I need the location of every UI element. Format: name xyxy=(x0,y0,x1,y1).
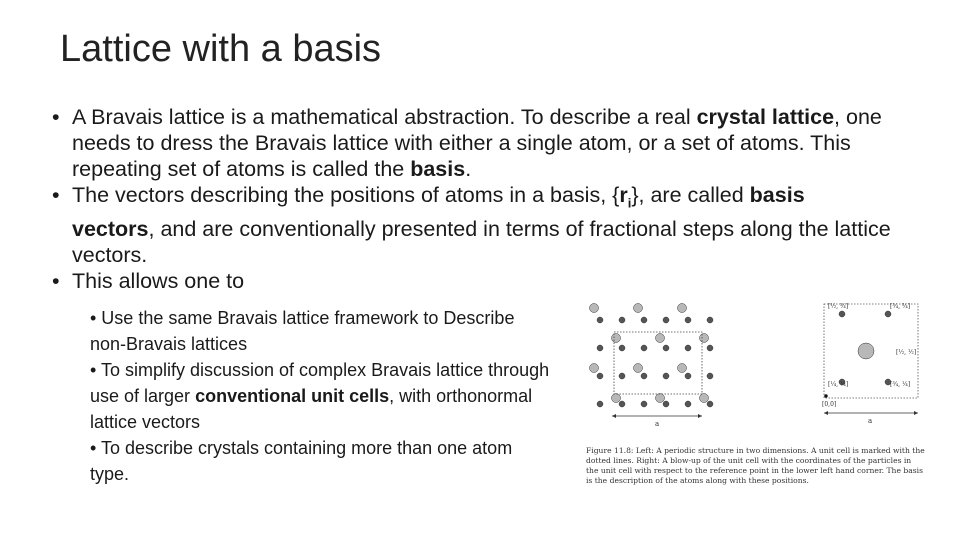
bullet-item xyxy=(52,104,892,182)
atom xyxy=(619,401,625,407)
coordinate-label: [½, ¾] xyxy=(828,303,849,310)
atom xyxy=(663,373,669,379)
svg-text:a: a xyxy=(868,417,873,425)
bullet-dot: • xyxy=(52,269,60,294)
text-run: basis vectors xyxy=(72,183,805,242)
coordinate-label: [½, ½] xyxy=(896,349,917,356)
atom xyxy=(824,394,827,397)
atom xyxy=(641,345,647,351)
text-run: . xyxy=(465,157,472,181)
text-run: conventional unit cells xyxy=(195,386,390,406)
atom xyxy=(634,364,643,373)
atom xyxy=(858,343,874,359)
atom xyxy=(663,317,669,323)
slide-title: Lattice with a basis xyxy=(60,28,382,70)
text-run: basis xyxy=(410,157,466,181)
text-run: The vectors describing the positions of atoms in a basis, { xyxy=(72,183,620,207)
atom xyxy=(707,373,713,379)
text-run: , one needs to dress the Bravais lattice with either a single atom, or a set of atoms. This repeating set of atoms is called the xyxy=(72,105,882,181)
atom xyxy=(597,373,603,379)
atom xyxy=(612,394,621,403)
atom xyxy=(685,317,691,323)
atom xyxy=(885,311,891,317)
atom xyxy=(590,364,599,373)
atom xyxy=(641,401,647,407)
atom xyxy=(597,401,603,407)
text-run: This allows one to xyxy=(72,269,245,294)
atom xyxy=(619,345,625,351)
lattice-constant-label: a xyxy=(655,420,660,428)
atom xyxy=(678,364,687,373)
atom xyxy=(641,317,647,323)
coordinate-label: [¾, ¾] xyxy=(890,303,911,310)
atom xyxy=(685,401,691,407)
atom xyxy=(700,394,709,403)
sub-bullet-list xyxy=(90,305,550,487)
text-run: i xyxy=(627,195,632,211)
atom xyxy=(619,317,625,323)
atom xyxy=(839,311,845,317)
atom xyxy=(685,345,691,351)
atom xyxy=(663,345,669,351)
atom xyxy=(707,401,713,407)
periodic-structure-diagram xyxy=(590,304,714,408)
unit-cell-atoms xyxy=(822,303,916,408)
atom xyxy=(656,334,665,343)
atom xyxy=(619,373,625,379)
atom xyxy=(597,345,603,351)
atom xyxy=(707,345,713,351)
text-run: • To simplify discussion of complex Bravais lattice through use of larger xyxy=(90,360,550,406)
atom xyxy=(656,394,665,403)
atom xyxy=(663,401,669,407)
atom xyxy=(634,304,643,313)
coordinate-label: [¼, ¼] xyxy=(828,381,849,388)
text-run: crystal lattice xyxy=(696,105,835,129)
text-run: • Use the same Bravais lattice framework to Describe non-Bravais lattices xyxy=(90,308,515,354)
atom xyxy=(685,373,691,379)
text-run: , with orthonormal lattice vectors xyxy=(90,386,533,432)
atom xyxy=(700,334,709,343)
bullet-dot: • xyxy=(52,183,60,207)
atom xyxy=(612,334,621,343)
text-run: r xyxy=(619,183,628,207)
sub-bullet-item xyxy=(90,435,550,487)
bullet-list xyxy=(52,104,892,294)
sub-bullet-item xyxy=(90,357,550,435)
bullet-dot: • xyxy=(52,105,60,129)
atom xyxy=(590,304,599,313)
atom xyxy=(707,317,713,323)
text-run: }, are called xyxy=(631,183,750,207)
figure-caption: Figure 11.8: Left: A periodic structure in two dimensions. A unit cell is marked with the dotted lines. Right: A blow-up of the unit cell with the coordinates of the particles in the unit cell with respect to the reference point in the lower left hand corner. The basis is the description of the atoms along with these positions. xyxy=(586,446,925,485)
text-run: A Bravais lattice is a mathematical abstraction. To describe a real xyxy=(72,105,697,129)
atom xyxy=(678,304,687,313)
coordinate-label: [0,0] xyxy=(822,401,837,408)
text-run: , and are conventionally presented in terms of fractional steps along the lattice vectors. xyxy=(72,217,891,268)
bullet-item xyxy=(52,268,892,294)
text-run: • To describe crystals containing more than one atom type. xyxy=(90,438,513,484)
sub-bullet-item xyxy=(90,305,550,357)
atom xyxy=(597,317,603,323)
atom xyxy=(641,373,647,379)
coordinate-label: [¾, ¼] xyxy=(890,381,911,388)
bullet-item xyxy=(52,182,892,268)
